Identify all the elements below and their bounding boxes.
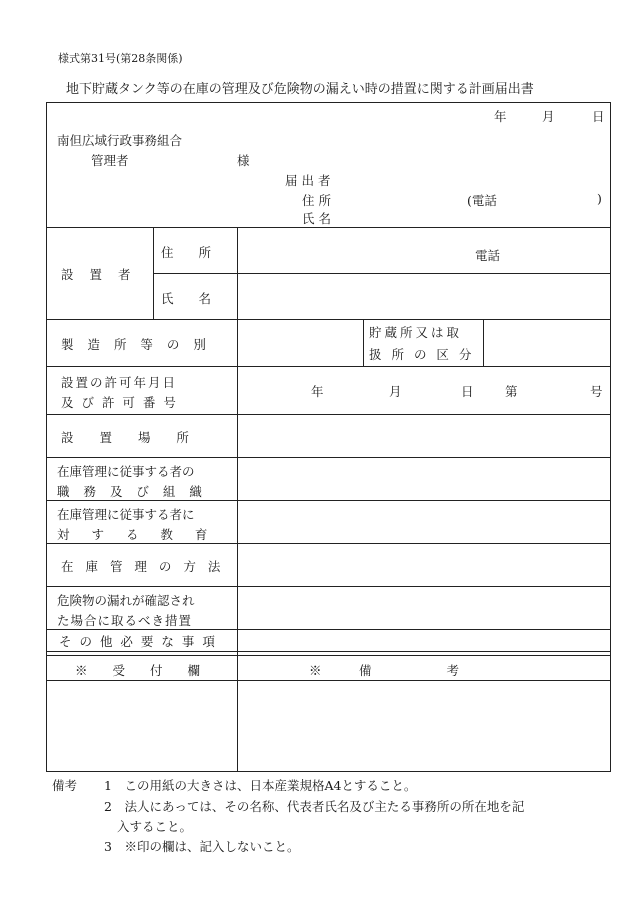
note-3: 3 ※印の欄は、記入しないこと。 xyxy=(104,839,300,854)
notes-label: 備考 xyxy=(52,778,78,793)
edu-label-1: 在庫管理に従事する者に xyxy=(57,507,195,522)
permit-label-2: 及 び 許 可 番 号 xyxy=(61,395,178,410)
recipient-org: 南但広域行政事務組合 xyxy=(57,133,183,148)
storage-class-label-1: 貯蔵所又は取 xyxy=(369,325,463,340)
form-number: 様式第31号(第28条関係) xyxy=(58,52,183,65)
permit-day: 日 xyxy=(461,384,474,399)
org-label-2: 職 務 及 び 組 織 xyxy=(57,484,207,499)
form-title: 地下貯蔵タンク等の在庫の管理及び危険物の漏えい時の措置に関する計画届出書 xyxy=(66,82,534,97)
applicant-label: 届 出 者 xyxy=(285,173,331,188)
leak-label-2: た場合に取るべき措置 xyxy=(57,613,193,628)
reception-label: ※ 受 付 欄 xyxy=(75,663,201,678)
permit-label-1: 設置の許可年月日 xyxy=(61,375,178,390)
leak-label-1: 危険物の漏れが確認され xyxy=(57,593,195,608)
permit-go: 号 xyxy=(590,384,603,399)
recipient-admin: 管理者 xyxy=(91,153,129,168)
storage-class-label-2: 扱 所 の 区 分 xyxy=(369,347,475,362)
method-label: 在 庫 管 理 の 方 法 xyxy=(61,559,225,574)
applicant-address: 住 所 xyxy=(302,193,331,208)
permit-month: 月 xyxy=(389,384,402,399)
applicant-name: 氏 名 xyxy=(302,211,331,226)
date-day: 日 xyxy=(592,109,605,124)
installer-name-label: 氏 名 xyxy=(161,291,212,306)
note-2a: 2 法人にあっては、その名称、代表者氏名及び主たる事務所の所在地を記 xyxy=(104,799,525,814)
date-year: 年 xyxy=(494,109,507,124)
note-1: 1 この用紙の大きさは、日本産業規格A4とすること。 xyxy=(104,778,417,793)
applicant-phone-close: ) xyxy=(597,191,602,206)
date-month: 月 xyxy=(542,109,555,124)
installer-phone: 電話 xyxy=(475,248,501,263)
note-2b: 入すること。 xyxy=(117,819,193,834)
recipient-honorific: 様 xyxy=(237,153,250,168)
installer-label: 設 置 者 xyxy=(61,267,137,282)
application-form xyxy=(46,102,611,772)
org-label-1: 在庫管理に従事する者の xyxy=(57,464,195,479)
permit-year: 年 xyxy=(311,384,324,399)
other-label: そ の 他 必 要 な 事 項 xyxy=(59,634,217,649)
applicant-phone-open: (電話 xyxy=(467,193,497,208)
facility-type-label: 製 造 所 等 の 別 xyxy=(61,337,211,352)
location-label: 設 置 場 所 xyxy=(61,430,200,445)
permit-no: 第 xyxy=(505,384,518,399)
edu-label-2: 対 す る 教 育 xyxy=(57,527,217,542)
remarks-label: ※ 備 考 xyxy=(309,663,460,678)
installer-address-label: 住 所 xyxy=(161,245,212,260)
